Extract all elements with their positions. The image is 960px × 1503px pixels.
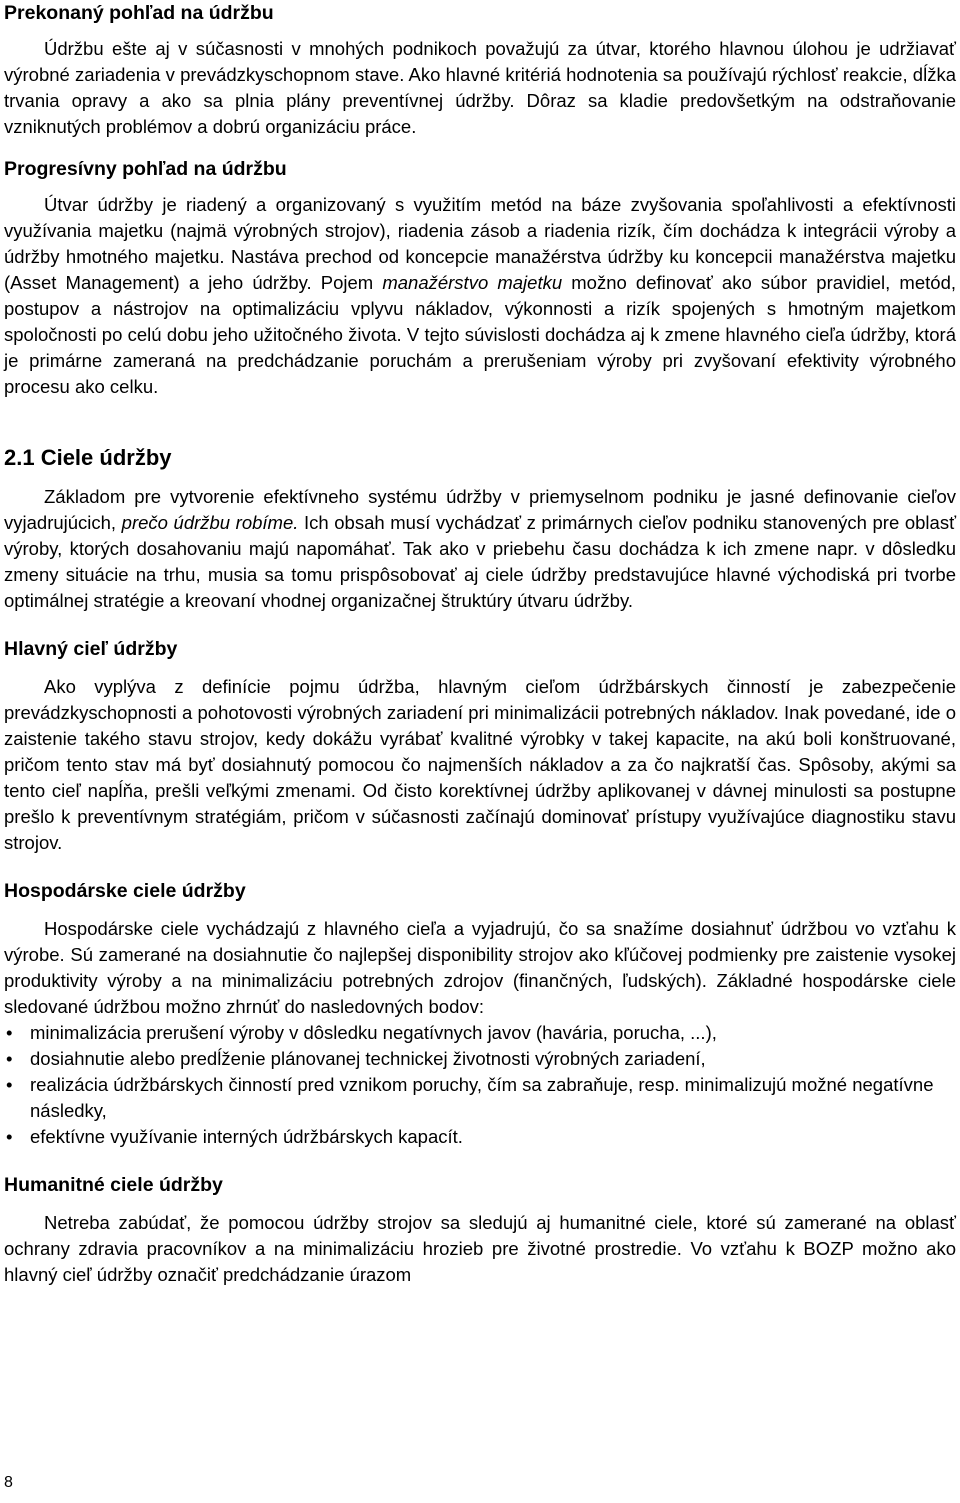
section-heading-outdated-view: Prekonaný pohľad na údržbu	[4, 2, 274, 24]
list-item	[6, 1124, 956, 1150]
document-body	[4, 0, 956, 1288]
emphasis-text: prečo údržbu robíme.	[121, 512, 299, 533]
list-item	[6, 1046, 956, 1072]
section-heading-humanitarian-goals: Humanitné ciele údržby	[4, 1174, 223, 1196]
bullet-icon: •	[6, 1126, 13, 1147]
paragraph-economic-goals: Hospodárske ciele vychádzajú z hlavného cieľa a vyjadrujú, čo sa snažíme dosiahnuť údržbou vo vzťahu k výrobe. Sú zamerané na dosiahnutie čo najlepšej disponibility strojov ako kľúčovej podmienky pre zaistenie vysokej produktivity výroby a na minimalizáciu potrebných zdrojov (finančných, ľudských). Základné hospodárske ciele sledované údržbou možno zhrnúť do nasledovných bodov:	[4, 918, 956, 1017]
bullet-icon: •	[6, 1048, 13, 1069]
bullet-icon: •	[6, 1074, 13, 1095]
section-heading-progressive-view: Progresívny pohľad na údržbu	[4, 158, 287, 180]
economic-goals-list	[4, 1020, 956, 1150]
paragraph-main-goal: Ako vyplýva z definície pojmu údržba, hlavným cieľom údržbárskych činností je zabezpečenie prevádzkyschopnosti a pohotovosti výrobných zariadení pri minimalizácii potrebných nákladov. Inak povedané, ide o zaistenie takého stavu strojov, kedy dokážu vyrábať kvalitné výrobky v takej kapacite, na akú boli konštruované, pričom tento stav má byť dosiahnutý pomocou čo najmenších nákladov a za čo najkratší čas. Spôsoby, akými sa tento cieľ napĺňa, prešli veľkými zmenami. Od čisto korektívnej údržby aplikovanej v dávnej minulosti sa postupne prešlo k preventívnym stratégiám, pričom v súčasnosti začínajú dominovať prístupy využívajúce diagnostiku stavu strojov.	[4, 676, 956, 853]
section-heading-economic-goals: Hospodárske ciele údržby	[4, 880, 246, 902]
paragraph-humanitarian-goals: Netreba zabúdať, že pomocou údržby strojov sa sledujú aj humanitné ciele, ktoré sú zamerané na oblasť ochrany zdravia pracovníkov a na minimalizáciu hrozieb pre životné prostredie. Vo vzťahu k BOZP možno ako hlavný cieľ údržby označiť predchádzanie úrazom	[4, 1212, 956, 1285]
list-item-text: realizácia údržbárskych činností pred vznikom poruchy, čím sa zabraňuje, resp. minimalizujú možné negatívne následky,	[30, 1074, 934, 1121]
list-item-text: minimalizácia prerušení výroby v dôsledku negatívnych javov (havária, porucha, ...),	[30, 1022, 717, 1043]
paragraph-progressive-view	[4, 192, 956, 400]
list-item-text: dosiahnutie alebo predĺženie plánovanej technickej životnosti výrobných zariadení,	[30, 1048, 706, 1069]
bullet-icon: •	[6, 1022, 13, 1043]
paragraph-outdated-view: Údržbu ešte aj v súčasnosti v mnohých podnikoch považujú za útvar, ktorého hlavnou úlohou je udržiavať výrobné zariadenia v prevádzkyschopnom stave. Ako hlavné kritériá hodnotenia sa používajú rýchlosť reakcie, dĺžka trvania opravy a ako sa plnia plány preventívnej údržby. Dôraz sa kladie predovšetkým na odstraňovanie vzniknutých problémov a dobrú organizáciu práce.	[4, 38, 956, 137]
list-item	[6, 1020, 956, 1046]
text-run: Základom pre vytvorenie efektívneho systému údržby v priemyselnom podniku je jasné definovanie cieľov vyjadrujúcich,	[4, 486, 956, 533]
text-run: možno definovať ako súbor pravidiel, metód, postupov a nástrojov na optimalizáciu vplyvu nákladov, výkonnosti a rizík spojených s hmotným majetkom spoločnosti po celú dobu jeho užitočného života. V tejto súvislosti dochádza aj k zmene hlavného cieľa údržby, ktorá je primárne zameraná na predchádzanie poruchám a prerušeniam výroby pri zvyšovaní efektivity výrobného procesu ako celku.	[4, 272, 956, 397]
list-item-text: efektívne využívanie interných údržbárskych kapacít.	[30, 1126, 463, 1147]
paragraph-maintenance-goals	[4, 484, 956, 614]
text-run: Útvar údržby je riadený a organizovaný s využitím metód na báze zvyšovania spoľahlivosti a efektívnosti využívania majetku (najmä výrobných strojov), riadenia zásob a riadenia rizík, čím dochádza k integrácii výroby a údržby hmotného majetku. Nastáva prechod od koncepcie manažérstva údržby ku koncepcii manažérstva majetku (Asset Management) a jeho údržby. Pojem	[4, 194, 956, 293]
list-item	[6, 1072, 956, 1124]
section-heading-main-goal: Hlavný cieľ údržby	[4, 638, 178, 660]
chapter-heading-maintenance-goals: 2.1 Ciele údržby	[4, 445, 172, 470]
emphasis-text: manažérstvo majetku	[382, 272, 563, 293]
page-number: 8	[4, 1474, 13, 1491]
text-run: Ich obsah musí vychádzať z primárnych cieľov podniku stanovených pre oblasť výroby, ktorých dosahovaniu majú napomáhať. Tak ako v priebehu času dochádza k ich zmene napr. v dôsledku zmeny situácie na trhu, musia sa tomu prispôsobovať aj ciele údržby predstavujúce hlavné východiská pri tvorbe optimálnej stratégie a kreovaní vhodnej organizačnej štruktúry útvaru údržby.	[4, 512, 957, 611]
